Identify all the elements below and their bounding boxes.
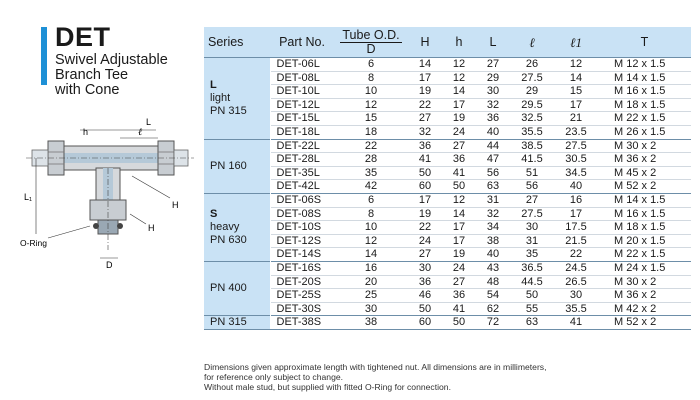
cell-l: 55 [510, 302, 554, 316]
cell-l1: 22 [554, 248, 598, 262]
cell-l: 36.5 [510, 261, 554, 275]
cell-L: 30 [476, 85, 510, 99]
col-T: T [598, 27, 691, 58]
cell-H: 17 [408, 71, 442, 85]
cell-T: M 45 x 2 [598, 166, 691, 180]
cell-L: 56 [476, 166, 510, 180]
cell-part-no: DET-22L [270, 139, 334, 153]
cell-tube-od: 12 [334, 234, 408, 248]
cell-H: 19 [408, 207, 442, 221]
cell-tube-od: 16 [334, 261, 408, 275]
cell-T: M 16 x 1.5 [598, 207, 691, 221]
cell-h: 27 [442, 139, 476, 153]
cell-l: 38.5 [510, 139, 554, 153]
cell-L: 40 [476, 248, 510, 262]
cell-l1: 26.5 [554, 275, 598, 289]
cell-H: 22 [408, 221, 442, 235]
cell-h: 50 [442, 316, 476, 330]
cell-h: 14 [442, 207, 476, 221]
cell-tube-od: 38 [334, 316, 408, 330]
cell-tube-od: 10 [334, 85, 408, 99]
cell-h: 36 [442, 289, 476, 303]
cell-T: M 14 x 1.5 [598, 193, 691, 207]
dim-label: h [83, 127, 89, 137]
cell-h: 19 [442, 248, 476, 262]
cell-tube-od: 35 [334, 166, 408, 180]
series-cell [204, 261, 270, 315]
col-tube-od-top: Tube O.D. [342, 27, 400, 42]
table-row [204, 207, 691, 221]
product-name-line: Branch Tee [55, 67, 129, 83]
cell-L: 31 [476, 193, 510, 207]
cell-T: M 26 x 1.5 [598, 125, 691, 139]
cell-H: 41 [408, 153, 442, 167]
cell-T: M 36 x 2 [598, 289, 691, 303]
cell-tube-od: 12 [334, 98, 408, 112]
series-pn: PN 160 [210, 159, 247, 172]
cell-h: 19 [442, 112, 476, 126]
cell-tube-od: 6 [334, 193, 408, 207]
cell-H: 24 [408, 234, 442, 248]
cell-l1: 21.5 [554, 234, 598, 248]
cell-l1: 23.5 [554, 125, 598, 139]
cell-l: 26 [510, 58, 554, 72]
cell-part-no: DET-30S [270, 302, 334, 316]
cell-L: 40 [476, 125, 510, 139]
cell-l1: 21 [554, 112, 598, 126]
cell-tube-od: 42 [334, 180, 408, 194]
cell-part-no: DET-28L [270, 153, 334, 167]
cell-H: 22 [408, 98, 442, 112]
cell-L: 54 [476, 289, 510, 303]
col-h: h [442, 27, 476, 58]
col-l: ℓ [510, 27, 554, 58]
cell-part-no: DET-06L [270, 58, 334, 72]
series-group [204, 193, 691, 261]
col-part-no: Part No. [270, 27, 334, 58]
product-name [55, 53, 195, 98]
cell-tube-od: 22 [334, 139, 408, 153]
accent-bar [41, 27, 47, 85]
table-row [204, 221, 691, 235]
table-row [204, 193, 691, 207]
cell-h: 27 [442, 275, 476, 289]
series-cell [204, 58, 270, 140]
cell-h: 17 [442, 221, 476, 235]
dimension-table [204, 27, 691, 330]
cell-l1: 15 [554, 85, 598, 99]
cell-l1: 40 [554, 180, 598, 194]
cell-l: 27 [510, 193, 554, 207]
cell-part-no: DET-08L [270, 71, 334, 85]
cell-L: 72 [476, 316, 510, 330]
cell-tube-od: 30 [334, 302, 408, 316]
cell-H: 14 [408, 58, 442, 72]
cell-T: M 52 x 2 [598, 316, 691, 330]
cell-h: 24 [442, 125, 476, 139]
cell-part-no: DET-08S [270, 207, 334, 221]
cell-l: 51 [510, 166, 554, 180]
cell-H: 36 [408, 275, 442, 289]
footnote-line: Dimensions given approximate length with tightened nut. All dimensions are in millimeters, [204, 362, 547, 372]
cell-tube-od: 8 [334, 71, 408, 85]
cell-part-no: DET-14S [270, 248, 334, 262]
cell-tube-od: 18 [334, 125, 408, 139]
cell-h: 41 [442, 166, 476, 180]
cell-part-no: DET-06S [270, 193, 334, 207]
cell-T: M 24 x 1.5 [598, 261, 691, 275]
series-name: light [210, 91, 231, 104]
table-row [204, 125, 691, 139]
series-cell [204, 193, 270, 261]
series-letter: L [210, 78, 217, 91]
cell-L: 36 [476, 112, 510, 126]
cell-h: 17 [442, 234, 476, 248]
cell-l: 50 [510, 289, 554, 303]
cell-H: 50 [408, 302, 442, 316]
cell-part-no: DET-10L [270, 85, 334, 99]
cell-h: 41 [442, 302, 476, 316]
cell-l: 32.5 [510, 112, 554, 126]
series-group [204, 58, 691, 140]
cell-part-no: DET-35L [270, 166, 334, 180]
col-L: L [476, 27, 510, 58]
cell-L: 34 [476, 221, 510, 235]
table-row [204, 71, 691, 85]
table-row [204, 261, 691, 275]
cell-l1: 30.5 [554, 153, 598, 167]
table-row [204, 248, 691, 262]
cell-l1: 41 [554, 316, 598, 330]
cell-l1: 35.5 [554, 302, 598, 316]
product-name-line: with Cone [55, 82, 120, 98]
cell-L: 48 [476, 275, 510, 289]
cell-H: 32 [408, 125, 442, 139]
cell-part-no: DET-10S [270, 221, 334, 235]
col-tube-od [334, 27, 408, 58]
cell-T: M 22 x 1.5 [598, 248, 691, 262]
table-row [204, 85, 691, 99]
dim-label: D [106, 260, 113, 268]
cell-tube-od: 8 [334, 207, 408, 221]
cell-tube-od: 10 [334, 221, 408, 235]
cell-l1: 14 [554, 71, 598, 85]
cell-L: 29 [476, 71, 510, 85]
table-row [204, 316, 691, 330]
cell-part-no: DET-16S [270, 261, 334, 275]
table-row [204, 275, 691, 289]
series-cell [204, 316, 270, 330]
cell-part-no: DET-20S [270, 275, 334, 289]
cell-l1: 17 [554, 207, 598, 221]
cell-H: 17 [408, 193, 442, 207]
cell-tube-od: 25 [334, 289, 408, 303]
cell-part-no: DET-15L [270, 112, 334, 126]
col-tube-od-bottom: D [366, 41, 376, 56]
col-series: Series [204, 27, 270, 58]
cell-h: 24 [442, 261, 476, 275]
cell-l: 35.5 [510, 125, 554, 139]
cell-l: 31 [510, 234, 554, 248]
cell-part-no: DET-25S [270, 289, 334, 303]
cell-L: 62 [476, 302, 510, 316]
cell-l: 29 [510, 85, 554, 99]
table-row [204, 234, 691, 248]
series-letter: S [210, 207, 218, 220]
cell-h: 12 [442, 193, 476, 207]
cell-H: 30 [408, 261, 442, 275]
dim-label: L [146, 117, 152, 127]
cell-l1: 24.5 [554, 261, 598, 275]
cell-part-no: DET-38S [270, 316, 334, 330]
cell-part-no: DET-12S [270, 234, 334, 248]
cell-tube-od: 28 [334, 153, 408, 167]
cell-T: M 36 x 2 [598, 153, 691, 167]
table-row [204, 139, 691, 153]
cell-l1: 34.5 [554, 166, 598, 180]
cell-T: M 30 x 2 [598, 139, 691, 153]
series-pn: PN 315 [210, 316, 247, 329]
cell-T: M 16 x 1.5 [598, 85, 691, 99]
series-name: heavy [210, 220, 240, 233]
cell-H: 27 [408, 112, 442, 126]
cell-l: 30 [510, 221, 554, 235]
cell-L: 27 [476, 58, 510, 72]
cell-h: 50 [442, 180, 476, 194]
cell-L: 44 [476, 139, 510, 153]
cell-l1: 30 [554, 289, 598, 303]
series-pn: PN 400 [210, 282, 247, 295]
dim-label: O-Ring [20, 238, 47, 248]
cell-H: 27 [408, 248, 442, 262]
cell-T: M 22 x 1.5 [598, 112, 691, 126]
cell-H: 60 [408, 316, 442, 330]
product-name-line: Swivel Adjustable [55, 52, 168, 68]
table-row [204, 302, 691, 316]
cell-L: 32 [476, 98, 510, 112]
cell-tube-od: 14 [334, 248, 408, 262]
dim-label: L₁ [24, 192, 33, 202]
cell-L: 63 [476, 180, 510, 194]
cell-h: 12 [442, 58, 476, 72]
col-H: H [408, 27, 442, 58]
cell-l: 63 [510, 316, 554, 330]
table-row [204, 98, 691, 112]
cell-H: 36 [408, 139, 442, 153]
cell-T: M 18 x 1.5 [598, 221, 691, 235]
cell-l: 41.5 [510, 153, 554, 167]
col-l1: ℓ1 [554, 27, 598, 58]
dim-label: ℓ [138, 127, 143, 138]
series-pn: PN 315 [210, 104, 247, 117]
cell-tube-od: 6 [334, 58, 408, 72]
series-group [204, 316, 691, 330]
cell-l1: 16 [554, 193, 598, 207]
dim-label: H [148, 223, 155, 233]
table-row [204, 289, 691, 303]
footnotes [204, 362, 547, 393]
series-group [204, 139, 691, 193]
cell-T: M 14 x 1.5 [598, 71, 691, 85]
cell-T: M 42 x 2 [598, 302, 691, 316]
cell-tube-od: 20 [334, 275, 408, 289]
fitting-drawing [20, 108, 202, 268]
cell-l: 56 [510, 180, 554, 194]
cell-H: 60 [408, 180, 442, 194]
cell-L: 47 [476, 153, 510, 167]
cell-l: 27.5 [510, 207, 554, 221]
cell-l: 27.5 [510, 71, 554, 85]
cell-part-no: DET-12L [270, 98, 334, 112]
table-row [204, 153, 691, 167]
table-row [204, 58, 691, 72]
cell-l: 35 [510, 248, 554, 262]
cell-l1: 17.5 [554, 221, 598, 235]
cell-part-no: DET-18L [270, 125, 334, 139]
cell-h: 17 [442, 98, 476, 112]
cell-T: M 20 x 1.5 [598, 234, 691, 248]
cell-tube-od: 15 [334, 112, 408, 126]
cell-T: M 30 x 2 [598, 275, 691, 289]
cell-T: M 18 x 1.5 [598, 98, 691, 112]
cell-l: 44.5 [510, 275, 554, 289]
table-row [204, 166, 691, 180]
cell-h: 14 [442, 85, 476, 99]
cell-h: 36 [442, 153, 476, 167]
cell-H: 46 [408, 289, 442, 303]
table-row [204, 112, 691, 126]
cell-h: 12 [442, 71, 476, 85]
cell-l1: 17 [554, 98, 598, 112]
cell-L: 43 [476, 261, 510, 275]
product-code: DET [55, 22, 111, 52]
table-header [204, 27, 691, 58]
dim-label: H [172, 200, 179, 210]
cell-l: 29.5 [510, 98, 554, 112]
cell-T: M 12 x 1.5 [598, 58, 691, 72]
cell-H: 19 [408, 85, 442, 99]
cell-part-no: DET-42L [270, 180, 334, 194]
footnote-line: for reference only subject to change. [204, 372, 344, 383]
series-cell [204, 139, 270, 193]
cell-H: 50 [408, 166, 442, 180]
cell-L: 32 [476, 207, 510, 221]
cell-T: M 52 x 2 [598, 180, 691, 194]
footnote-line: Without male stud, but supplied with fitted O-Ring for connection. [204, 382, 451, 393]
table-row [204, 180, 691, 194]
cell-L: 38 [476, 234, 510, 248]
cell-l1: 12 [554, 58, 598, 72]
series-pn: PN 630 [210, 233, 247, 246]
series-group [204, 261, 691, 315]
cell-l1: 27.5 [554, 139, 598, 153]
